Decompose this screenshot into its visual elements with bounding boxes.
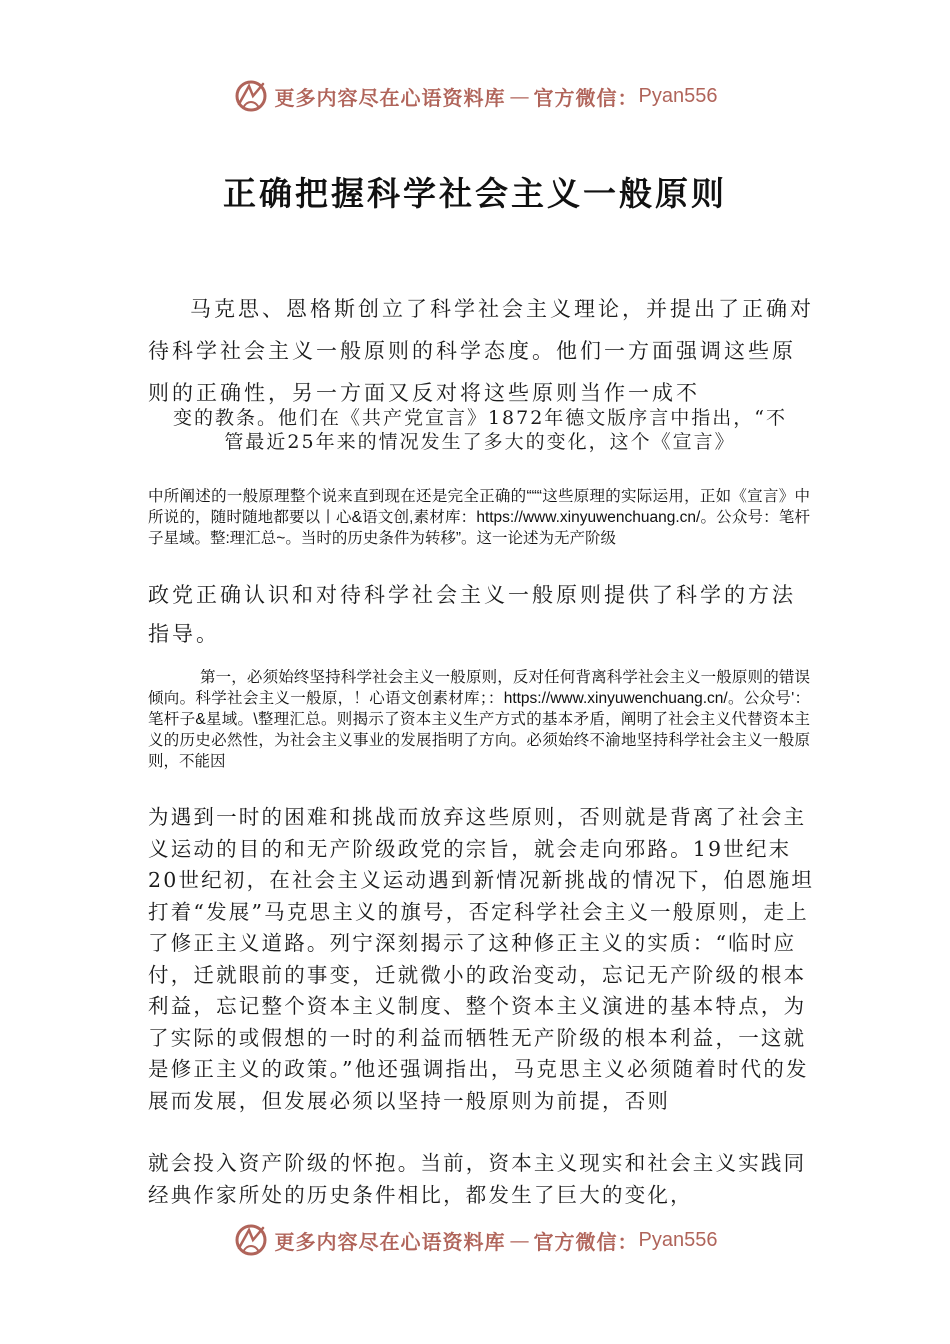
inserted-text-block-1: 中所阐述的一般原理整个说来直到现在还是完全正确的“““这些原理的实际运用，正如《宣言》中所说的，随时随地都要以丨心&语文创,素材库：https://www.xinyuwenchuang.cn/。公众号：笔杆子星域。整:理汇总~。当时的历史条件为转移”。这一论述为无产阶级	[148, 488, 810, 547]
banner-separator: —	[509, 1228, 530, 1252]
page-title: 正确把握科学社会主义一般原则	[223, 174, 727, 213]
paragraph-1: 马克思、恩格斯创立了科学社会主义理论，并提出了正确对待科学社会主义一般原则的科学态度。他们一方面强调这些原则的正确性，另一方面又反对将这些原则当作一成不	[148, 297, 814, 405]
banner-separator: —	[509, 84, 530, 108]
banner-main-text: 更多内容尽在心语资料库	[274, 85, 506, 110]
banner-wechat-id: Pyan556	[638, 84, 718, 107]
banner-wechat-id: Pyan556	[638, 1228, 718, 1251]
banner-main-text: 更多内容尽在心语资料库	[274, 1229, 506, 1254]
header-banner	[0, 76, 950, 116]
paragraph-2: 政党正确认识和对待科学社会主义一般原则提供了科学的方法指导。	[148, 583, 796, 646]
banner-label: 官方微信：	[533, 85, 639, 110]
inserted-text-block-2	[148, 667, 810, 772]
paragraph-3: 为遇到一时的困难和挑战而放弃这些原则，否则就是背离了社会主义运动的目的和无产阶级政党的宗旨，就会走向邪路。19世纪末20世纪初，在社会主义运动遇到新情况新挑战的情况下，伯恩施坦打着“发展”马克思主义的旗号，否定科学社会主义一般原则，走上了修正主义道路。列宁深刻揭示了这种修正主义的实质：“临时应付，迁就眼前的事变，迁就微小的政治变动，忘记无产阶级的根本利益，忘记整个资本主义制度、整个资本主义演进的基本特点，为了实际的或假想的一时的利益而牺牲无产阶级的根本利益，一这就是修正主义的政策。”他还强调指出，马克思主义必须随着时代的发展而发展，但发展必须以坚持一般原则为前提，否则	[148, 805, 815, 1113]
paragraph-1-continuation: 变的教条。他们在《共产党宣言》1872年德文版序言中指出，“不管最近25年来的情况发生了多大的变化，这个《宣言》	[172, 407, 788, 453]
paragraph-4: 就会投入资产阶级的怀抱。当前，资本主义现实和社会主义实践同经典作家所处的历史条件相比，都发生了巨大的变化，	[148, 1151, 807, 1207]
logo-icon	[233, 1222, 269, 1258]
banner-label: 官方微信：	[533, 1229, 639, 1254]
logo-icon	[233, 78, 269, 114]
footer-banner	[0, 1220, 950, 1260]
inserted-text-block-2-text: 第一，必须始终坚持科学社会主义一般原则，反对任何背离科学社会主义一般原则的错误倾向。科学社会主义一般原，！心语文创素材库；：https://www.xinyuwenchuang.cn/。公众号'：笔杆子&星域。\整理汇总。则揭示了资本主义生产方式的基本矛盾，阐明了社会主义代替资本主义的历史必然性，为社会主义事业的发展指明了方向。必须始终不渝地坚持科学社会主义一般原则，不能因	[148, 669, 810, 770]
